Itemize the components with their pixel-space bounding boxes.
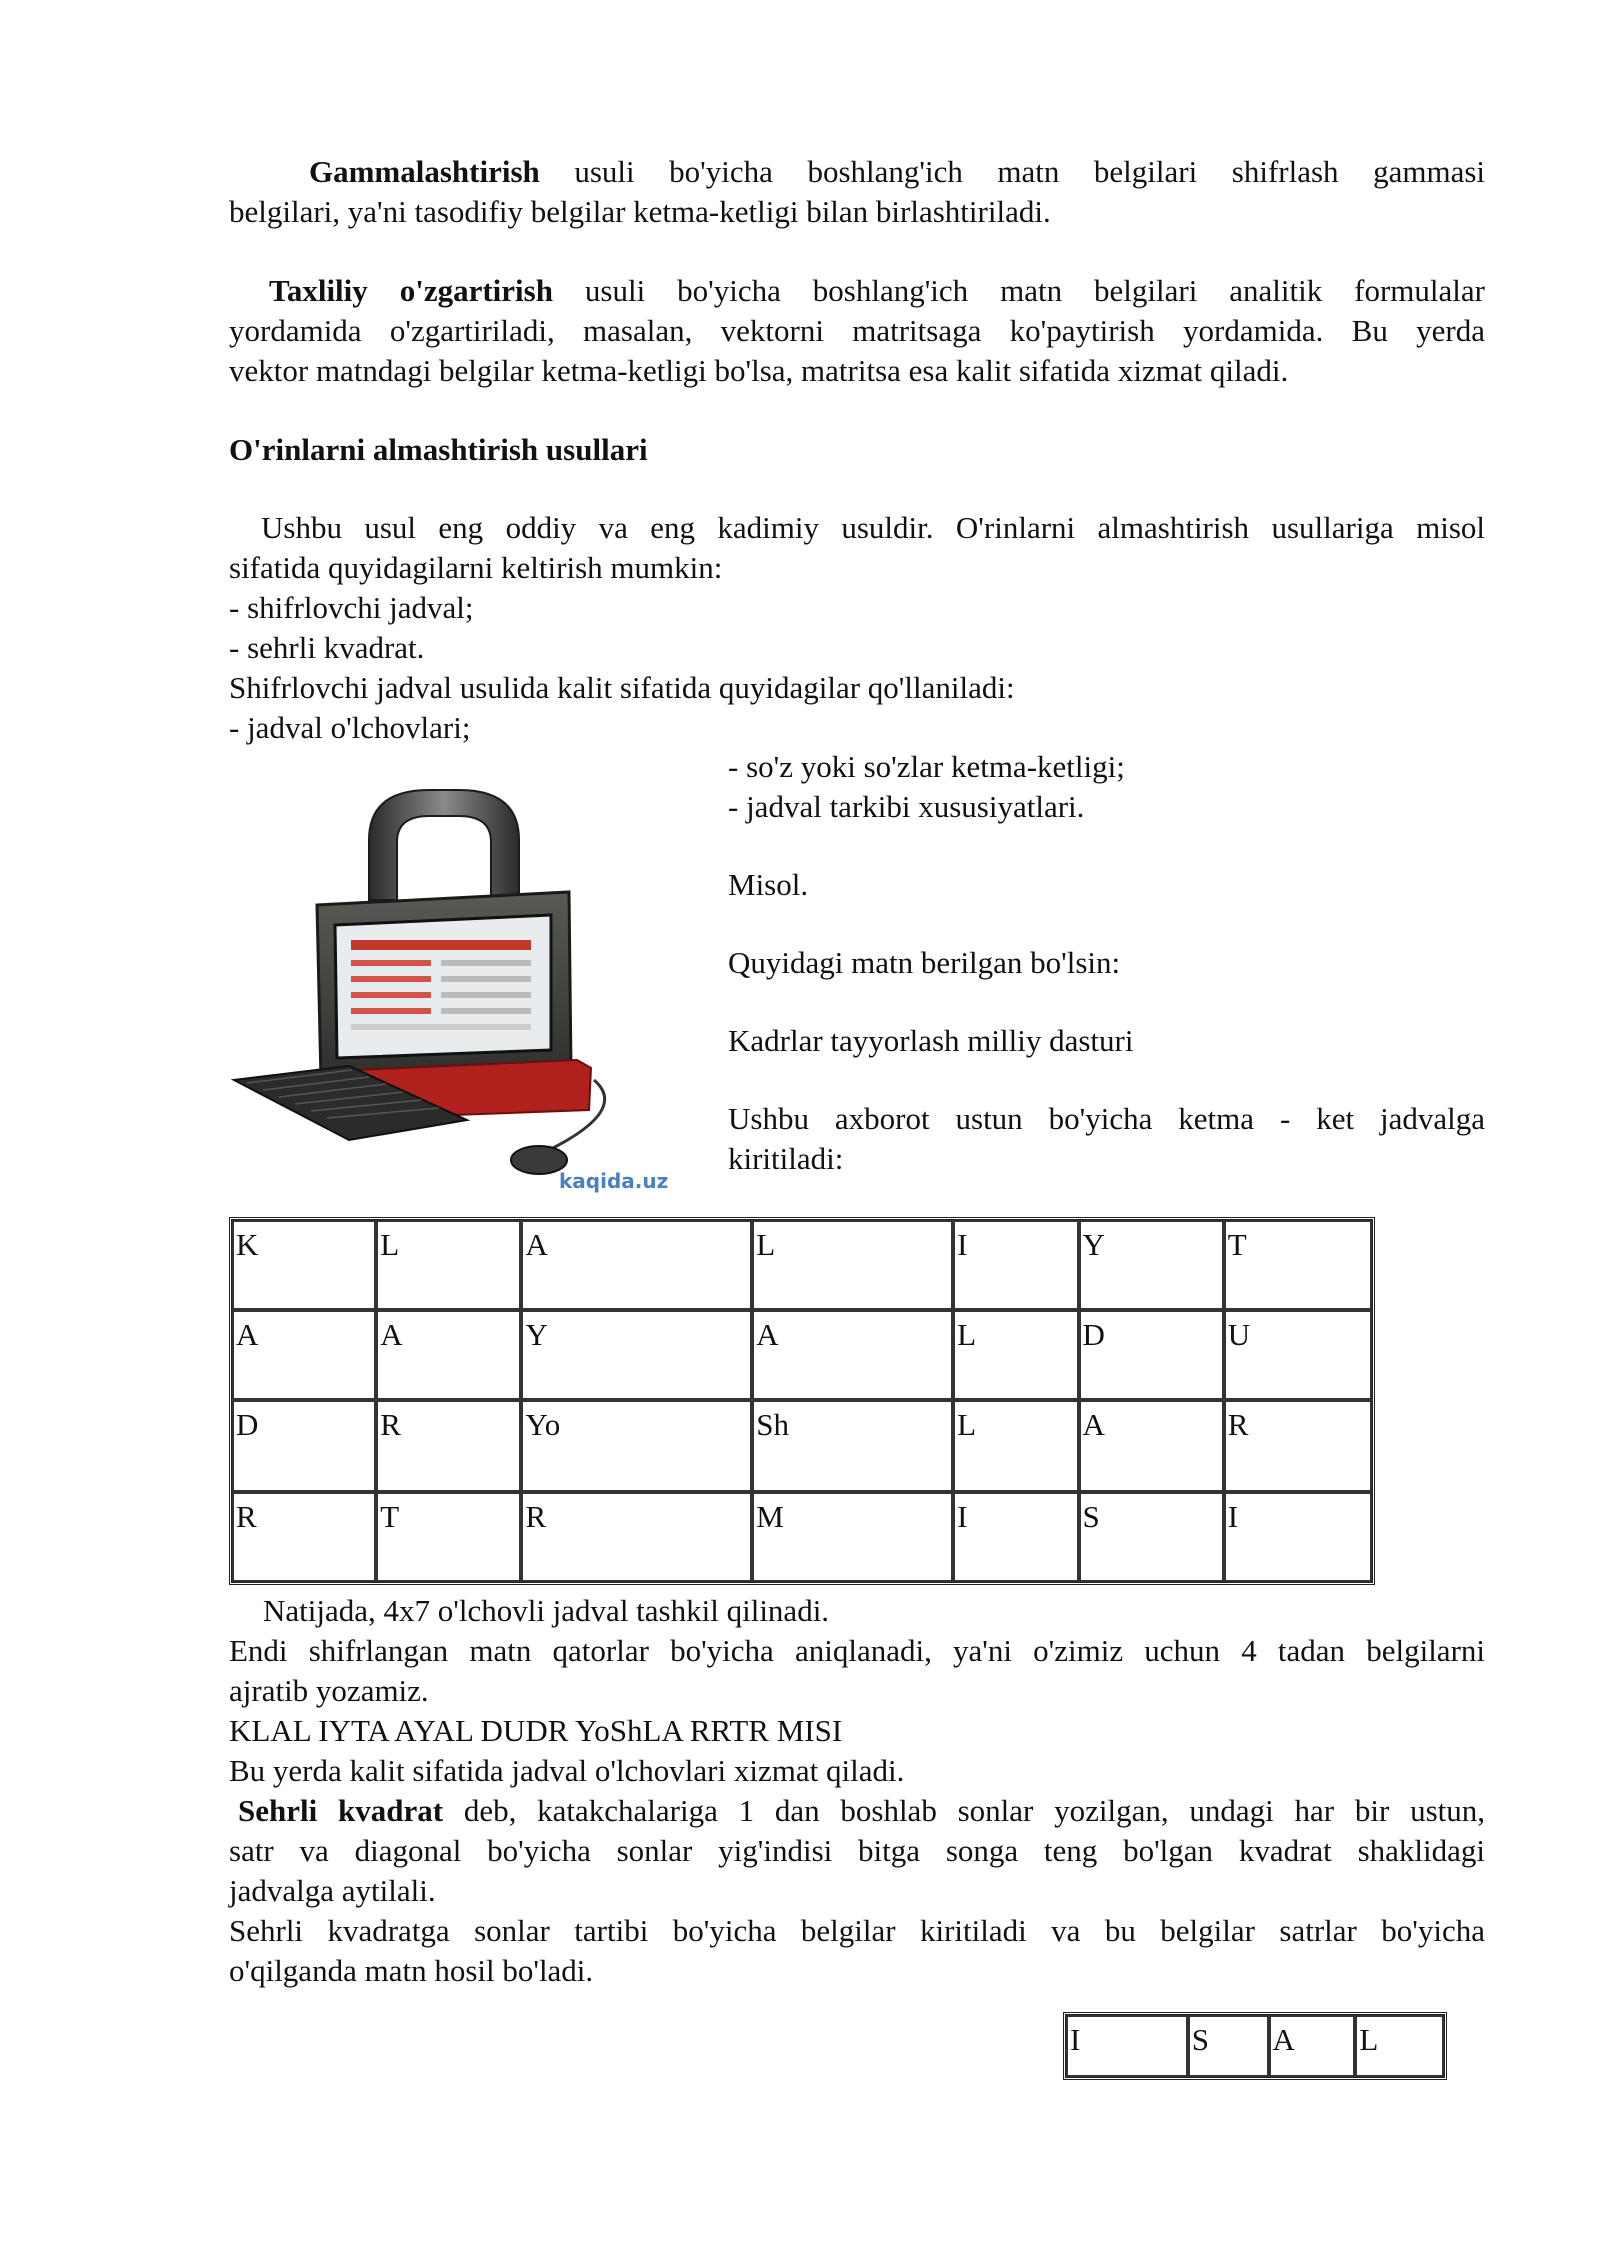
table-cell: S — [1079, 1492, 1224, 1582]
right-column — [728, 747, 1485, 1179]
magic-line5: o'qilganda matn hosil bo'ladi. — [229, 1953, 594, 1988]
paragraph-gamma-line1 — [229, 152, 1485, 192]
paragraph-analytic — [229, 271, 1485, 391]
ciphertext: KLAL IYTA AYAL DUDR YoShLA RRTR MISI — [229, 1713, 843, 1748]
table-cell: L — [376, 1220, 521, 1310]
text-span: usuli bo'yicha boshlang'ich matn belgilari shifrlash gammasi — [539, 154, 1485, 189]
magic-line2: satr va diagonal bo'yicha sonlar yig'indisi bitga songa teng bo'lgan kvadrat shaklidagi — [229, 1833, 1485, 1868]
table-cell: Sh — [752, 1400, 953, 1492]
table-cell: U — [1224, 1310, 1372, 1400]
table-cell: A — [1079, 1400, 1224, 1492]
plaintext: Kadrlar tayyorlash milliy dasturi — [728, 1023, 1134, 1058]
table-cell: L — [752, 1220, 953, 1310]
table-cell: Y — [1079, 1220, 1224, 1310]
instruction-line2: kiritiladi: — [728, 1141, 844, 1176]
paragraph-gamma-line2: belgilari, ya'ni tasodifiy belgilar ketma-ketligi bilan birlashtiriladi. — [229, 194, 1051, 229]
paragraph-analytic-line2: yordamida o'zgartiriladi, masalan, vektorni matritsaga ko'paytirish yordamida. Bu yerda — [229, 313, 1485, 348]
watermark-text: kaqida.uz — [559, 1169, 669, 1193]
text-span: usuli bo'yicha boshlang'ich matn belgilari analitik formulalar — [552, 273, 1485, 308]
magic-square-paragraph — [229, 1791, 1485, 1991]
table-row — [1066, 2015, 1444, 2077]
table-cell: S — [1188, 2015, 1269, 2077]
table-cell: M — [752, 1492, 953, 1582]
text-span: deb, katakchalariga 1 dan boshlab sonlar yozilgan, undagi har bir ustun, — [443, 1793, 1485, 1828]
section-heading: O'rinlarni almashtirish usullari — [229, 432, 648, 467]
term-analytic: Taxliliy o'zgartirish — [269, 273, 553, 308]
table-cell: I — [1066, 2015, 1188, 2077]
table-row — [232, 1310, 1372, 1400]
instruction-line1: Ushbu axborot ustun bo'yicha ketma - ket jadvalga — [728, 1101, 1485, 1136]
paragraph-analytic-line1 — [229, 271, 1485, 311]
table-cell: I — [1224, 1492, 1372, 1582]
list-item-shifrlovchi: - shifrlovchi jadval; — [229, 590, 474, 625]
example-label: Misol. — [728, 867, 809, 902]
after-table-line2: Endi shifrlangan matn qatorlar bo'yicha aniqlanadi, ya'ni o'zimiz uchun 4 tadan belgilarni — [229, 1633, 1485, 1668]
result-line: Natijada, 4x7 o'lchovli jadval tashkil qilinadi. — [263, 1593, 830, 1628]
table-cell: R — [232, 1492, 376, 1582]
after-table-paragraph — [229, 1591, 1485, 1791]
table-cell: Yo — [521, 1400, 752, 1492]
list-item-tarkibi: - jadval tarkibi xususiyatlari. — [728, 789, 1085, 824]
table-cell: A — [1269, 2015, 1356, 2077]
list-item-sehrli: - sehrli kvadrat. — [229, 630, 425, 665]
table-cell: L — [953, 1400, 1078, 1492]
table-cell: T — [376, 1492, 521, 1582]
after-table-line3: ajratib yozamiz. — [229, 1673, 429, 1708]
paragraph-gamma — [229, 152, 1485, 232]
term-magic-square: Sehrli kvadrat — [238, 1793, 444, 1828]
table-cell: L — [953, 1310, 1078, 1400]
table-cell: A — [376, 1310, 521, 1400]
intro-line1: Ushbu usul eng oddiy va eng kadimiy usuldir. O'rinlarni almashtirish usullariga misol — [261, 510, 1485, 545]
intro-paragraph — [229, 508, 1485, 748]
list-item-sozlar: - so'z yoki so'zlar ketma-ketligi; — [728, 749, 1125, 784]
given-text-label: Quyidagi matn berilgan bo'lsin: — [728, 945, 1121, 980]
list-item-olchovlari: - jadval o'lchovlari; — [229, 710, 471, 745]
table-cell: I — [953, 1220, 1078, 1310]
table-cell: L — [1355, 2015, 1444, 2077]
table-cell: R — [521, 1492, 752, 1582]
table-row — [232, 1492, 1372, 1582]
table-cell: R — [1224, 1400, 1372, 1492]
table-cell: A — [232, 1310, 376, 1400]
table-cell: I — [953, 1492, 1078, 1582]
magic-line4: Sehrli kvadratga sonlar tartibi bo'yicha belgilar kiritiladi va bu belgilar satrlar bo'yicha — [229, 1913, 1485, 1948]
intro-line5: Shifrlovchi jadval usulida kalit sifatida quyidagilar qo'llaniladi: — [229, 670, 1015, 705]
table-cell: D — [1079, 1310, 1224, 1400]
padlock-computer-image — [229, 780, 699, 1200]
magic-line3: jadvalga aytilali. — [229, 1873, 436, 1908]
paragraph-analytic-line3: vektor matndagi belgilar ketma-ketligi bo'lsa, matritsa esa kalit sifatida xizmat qiladi. — [229, 353, 1289, 388]
intro-line2: sifatida quyidagilarni keltirish mumkin: — [229, 550, 723, 585]
table-cell: T — [1224, 1220, 1372, 1310]
table-cell: K — [232, 1220, 376, 1310]
table-row — [232, 1220, 1372, 1310]
small-table — [1063, 2012, 1447, 2080]
table-row — [232, 1400, 1372, 1492]
table-cell: D — [232, 1400, 376, 1492]
table-cell: R — [376, 1400, 521, 1492]
cipher-table — [229, 1217, 1375, 1585]
magic-line1 — [229, 1791, 1485, 1831]
table-cell: Y — [521, 1310, 752, 1400]
table-cell: A — [521, 1220, 752, 1310]
term-gamma: Gammalashtirish — [309, 154, 540, 189]
after-table-line5: Bu yerda kalit sifatida jadval o'lchovlari xizmat qiladi. — [229, 1753, 905, 1788]
table-cell: A — [752, 1310, 953, 1400]
